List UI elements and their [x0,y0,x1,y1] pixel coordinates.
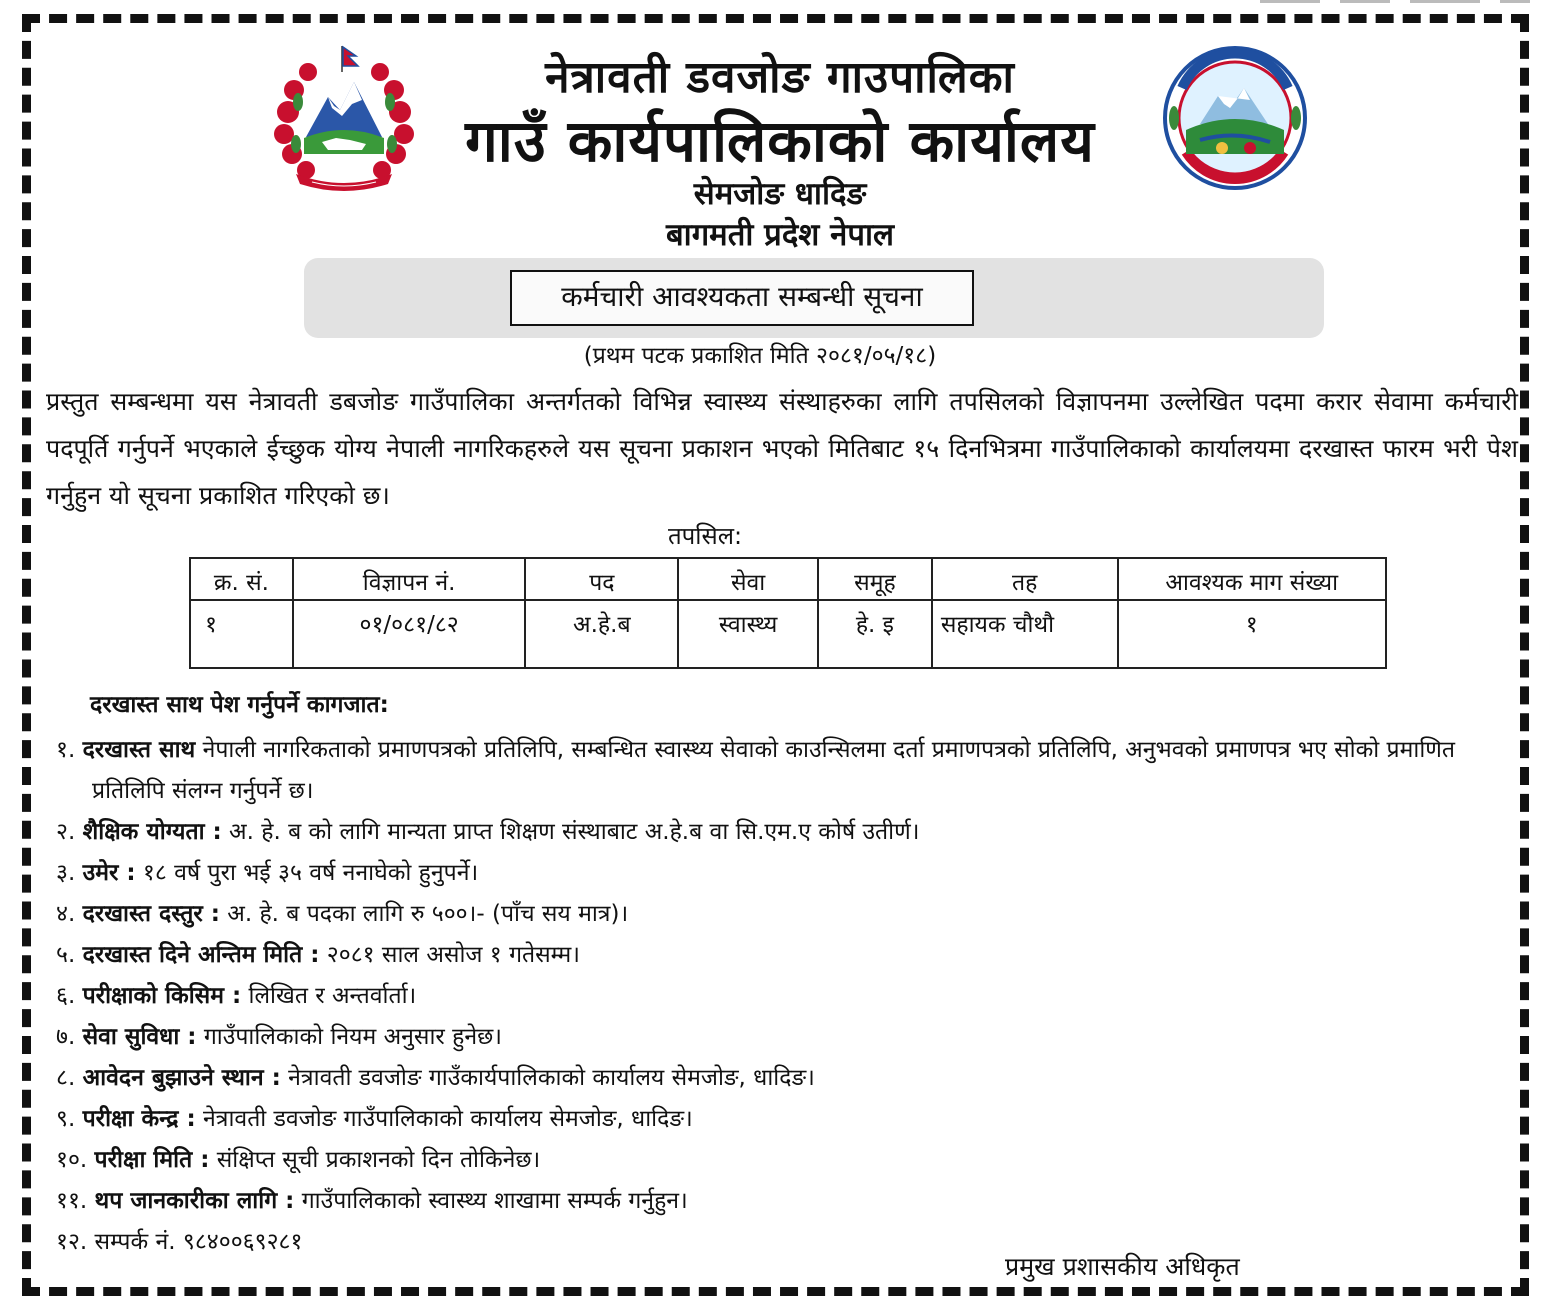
list-item: ११. थप जानकारीका लागि : गाउँपालिकाको स्वास्थ्य शाखामा सम्पर्क गर्नुहुन। [56,1188,688,1214]
header-level: तह [932,558,1118,600]
list-item: ८. आवेदन बुझाउने स्थान : नेत्रावती डवजोङ गाउँकार्यपालिकाको कार्यालय सेमजोङ, धादिङ। [56,1065,815,1091]
cell-service: स्वास्थ्य [678,600,818,668]
header-post: पद [525,558,678,600]
table-header-row [190,558,1386,600]
list-item: ५. दरखास्त दिने अन्तिम मिति : २०८१ साल असोज १ गतेसम्म। [56,942,581,968]
header-required-count: आवश्यक माग संख्या [1118,558,1387,600]
list-item: १२. सम्पर्क नं. ९८४००६९२८१ [56,1229,303,1255]
list-item: २. शैक्षिक योग्यता : अ. हे. ब को लागि मान्यता प्राप्त शिक्षण संस्थाबाट अ.हे.ब वा सि.एम.ए कोर्ष उतीर्ण। [56,819,920,845]
documents-heading: दरखास्त साथ पेश गर्नुपर्ने कागजात: [90,692,389,718]
list-item: ९. परीक्षा केन्द्र : नेत्रावती डवजोङ गाउँपालिकाको कार्यालय सेमजोङ, धादिङ। [56,1106,693,1132]
signature-title: प्रमुख प्रशासकीय अधिकृत [1005,1252,1240,1281]
vacancy-table [189,557,1387,669]
cell-post: अ.हे.ब [525,600,678,668]
cell-group: हे. इ [818,600,932,668]
list-item: १०. परीक्षा मिति : संक्षिप्त सूची प्रकाशनको दिन तोकिनेछ। [56,1147,541,1173]
municipality-name: नेत्रावती डवजोङ गाउपालिका [545,52,1015,103]
cell-level: सहायक चौथौ [932,600,1118,668]
header-group: समूह [818,558,932,600]
header-service: सेवा [678,558,818,600]
header-ad-number: विज्ञापन नं. [293,558,526,600]
list-item: ७. सेवा सुविधा : गाउँपालिकाको नियम अनुसार हुनेछ। [56,1024,502,1050]
publish-date: (प्रथम पटक प्रकाशित मिति २०८१/०५/१८) [583,343,937,369]
scan-mark-icon [1250,0,1540,8]
notice-title: कर्मचारी आवश्यकता सम्बन्धी सूचना [510,270,974,326]
office-name: गाउँ कार्यपालिकाको कार्यालय [465,107,1095,175]
list-item: ६. परीक्षाको किसिम : लिखित र अन्तर्वार्ता। [56,983,417,1009]
cell-ad-number: ०१/०८१/८२ [293,600,526,668]
documents-list [56,730,1516,1263]
list-item: ४. दरखास्त दस्तुर : अ. हे. ब पदका लागि रु ५००।- (पाँच सय मात्र)। [56,901,629,927]
list-item: १. दरखास्त साथ नेपाली नागरिकताको प्रमाणपत्रको प्रतिलिपि, सम्बन्धित स्वास्थ्य सेवाको काउन्सिलमा दर्ता प्रमाणपत्रको प्रतिलिपि, अनुभवको प्रमाणपत्र भए सोको प्रमाणित प्रतिलिपि संलग्न गर्नुपर्ने छ। [56,737,1456,804]
header-serial: क्र. सं. [190,558,293,600]
province-name: बागमती प्रदेश नेपाल [665,217,895,253]
office-location: सेमजोङ धादिङ [693,176,867,212]
list-item: ३. उमेर : १८ वर्ष पुरा भई ३५ वर्ष ननाघेको हुनुपर्ने। [56,860,479,886]
cell-serial: १ [190,600,293,668]
table-row [190,600,1386,668]
intro-paragraph: प्रस्तुत सम्बन्धमा यस नेत्रावती डबजोङ गाउँपालिका अन्तर्गतको विभिन्न स्वास्थ्य संस्थाहरुका लागि तपसिलको विज्ञापनमा उल्लेखित पदमा करार सेवामा कर्मचारी पदपूर्ति गर्नुपर्ने भएकाले ईच्छुक योग्य नेपाली नागरिकहरुले यस सूचना प्रकाशन भएको मितिबाट १५ दिनभित्रमा गाउँपालिकाको कार्यालयमा दरखास्त फारम भरी पेश गर्नुहुन यो सूचना प्रकाशित गरिएको छ। [46,387,1518,510]
tapasil-label: तपसिल: [667,522,743,550]
cell-required-count: १ [1118,600,1387,668]
